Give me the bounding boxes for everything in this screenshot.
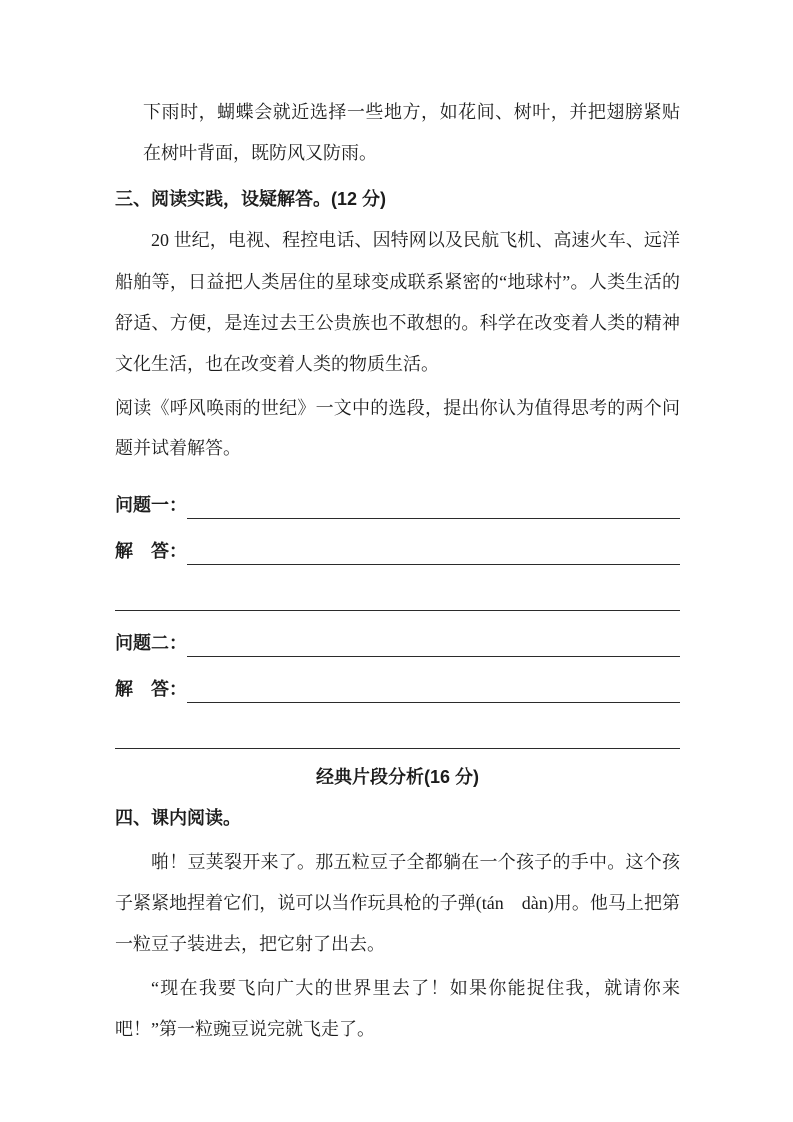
section4-heading: 四、课内阅读。 — [115, 808, 241, 829]
section3-heading: 三、阅读实践，设疑解答。(12 分) — [115, 188, 387, 209]
question1-blank-line — [187, 473, 680, 519]
question1-label: 问题一： — [115, 494, 187, 515]
previous-answer-text: 下雨时，蝴蝶会就近选择一些地方，如花间、树叶，并把翅膀紧贴在树叶背面，既防风又防雨。 — [143, 102, 680, 164]
answer2-row — [115, 657, 680, 703]
answer2-label: 解 答： — [115, 678, 187, 699]
question2-row — [115, 611, 680, 657]
answer1-row — [115, 519, 680, 565]
section3-reading-passage: 20 世纪，电视、程控电话、因特网以及民航飞机、高速火车、远洋船舶等，日益把人类居住的星球变成联系紧密的“地球村”。人类生活的舒适、方便，是连过去王公贵族也不敢想的。科学在改变着人类的精神文化生活，也在改变着人类的物质生活。 — [115, 230, 680, 375]
question2-label: 问题二： — [115, 632, 187, 653]
question2-blank-line — [187, 611, 680, 657]
section4-passage-paragraph-2: “现在我要飞向广大的世界里去了！如果你能捉住我，就请你来吧！”第一粒豌豆说完就飞走了。 — [115, 977, 680, 1040]
answer2-blank-line — [187, 657, 680, 703]
answer1-blank-line — [187, 519, 680, 565]
answer1-continuation-row — [115, 565, 680, 611]
answer1-label: 解 答： — [115, 540, 187, 561]
mid-section-title: 经典片段分析(16 分) — [315, 766, 479, 787]
section4-passage-paragraph-1: 啪！豆荚裂开来了。那五粒豆子全都躺在一个孩子的手中。这个孩子紧紧地捏着它们，说可以当作玩具枪的子弹(tán dàn)用。他马上把第一粒豆子装进去，把它射了出去。 — [115, 851, 680, 955]
answer1-blank-line2 — [115, 565, 680, 611]
section3-instruction: 阅读《呼风唤雨的世纪》一文中的选段，提出你认为值得思考的两个问题并试着解答。 — [115, 397, 680, 459]
answer2-continuation-row — [115, 703, 680, 749]
answer2-blank-line2 — [115, 703, 680, 749]
question1-row — [115, 473, 680, 519]
